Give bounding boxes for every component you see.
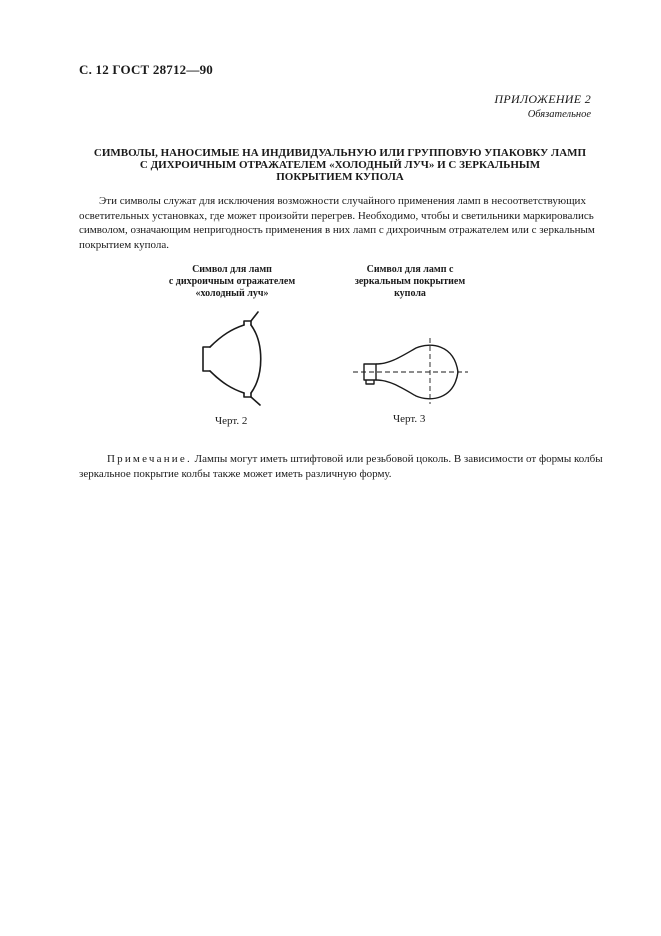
figure-2-caption xyxy=(162,264,302,300)
note-heading: Примечание. xyxy=(107,453,192,465)
section-title xyxy=(80,147,600,183)
note-line: Лампы могут иметь штифтовой или резьбовой цоколь. В зависимости от формы колбы xyxy=(194,453,603,465)
figure-2-label: Черт. 2 xyxy=(215,415,248,427)
note-paragraph xyxy=(79,452,613,481)
body-line: осветительных установках, где может произойти перегрев. Необходимо, чтобы и светильники маркировались xyxy=(79,209,594,222)
section-title-line: СИМВОЛЫ, НАНОСИМЫЕ НА ИНДИВИДУАЛЬНУЮ ИЛИ ГРУППОВУЮ УПАКОВКУ ЛАМП xyxy=(93,147,587,159)
figure-3-label: Черт. 3 xyxy=(393,413,426,425)
body-line: покрытием купола. xyxy=(79,238,169,251)
appendix-label xyxy=(494,92,591,120)
caption-line: купола xyxy=(394,288,426,299)
caption-line: «холодный луч» xyxy=(195,288,269,299)
dichroic-reflector-lamp-icon xyxy=(192,303,272,407)
caption-line: Символ для ламп с xyxy=(366,264,454,275)
caption-line: Символ для ламп xyxy=(192,264,272,275)
body-line: Эти символы служат для исключения возможности случайного применения ламп в несоответствующих xyxy=(99,195,586,207)
mirror-dome-lamp-icon xyxy=(350,336,470,406)
figure-3-caption xyxy=(340,264,480,300)
page-header: С. 12 ГОСТ 28712—90 xyxy=(79,62,213,77)
body-line: символом, означающим непригодность применения в них ламп с дихроичным отражателем или с зеркальным xyxy=(79,224,595,236)
body-paragraph xyxy=(79,194,613,252)
section-title-line: С ДИХРОИЧНЫМ ОТРАЖАТЕЛЕМ «ХОЛОДНЫЙ ЛУЧ» И С ЗЕРКАЛЬНЫМ xyxy=(139,159,541,171)
section-title-line: ПОКРЫТИЕМ КУПОЛА xyxy=(276,171,404,183)
appendix-status: Обязательное xyxy=(527,109,591,120)
appendix-title: ПРИЛОЖЕНИЕ 2 xyxy=(494,92,591,106)
caption-line: зеркальным покрытием xyxy=(354,276,466,287)
note-line: зеркальное покрытие колбы также может иметь различную форму. xyxy=(79,467,392,480)
caption-line: с дихроичным отражателем xyxy=(168,276,296,287)
